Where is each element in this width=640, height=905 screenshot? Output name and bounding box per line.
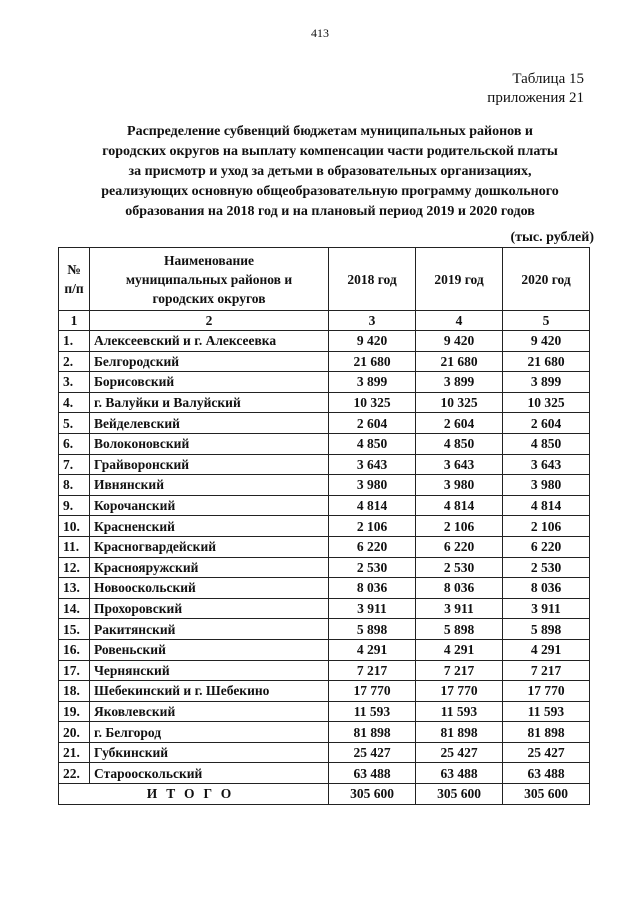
row-number: 3. bbox=[59, 372, 90, 393]
row-number: 15. bbox=[59, 619, 90, 640]
value-2018: 3 911 bbox=[329, 598, 416, 619]
table-row bbox=[59, 454, 590, 475]
district-name: Белгородский bbox=[90, 351, 329, 372]
row-number: 7. bbox=[59, 454, 90, 475]
table-row bbox=[59, 475, 590, 496]
header-name-line2: муниципальных районов и bbox=[125, 271, 293, 287]
row-number: 21. bbox=[59, 742, 90, 763]
header-2018: 2018 год bbox=[329, 248, 416, 311]
value-2018: 2 106 bbox=[329, 516, 416, 537]
value-2019: 5 898 bbox=[416, 619, 503, 640]
table-header-row bbox=[59, 248, 590, 311]
value-2019: 6 220 bbox=[416, 536, 503, 557]
row-number: 9. bbox=[59, 495, 90, 516]
value-2020: 63 488 bbox=[503, 763, 590, 784]
column-number: 2 bbox=[90, 311, 329, 331]
value-2019: 2 530 bbox=[416, 557, 503, 578]
district-name: Новооскольский bbox=[90, 578, 329, 599]
table-row bbox=[59, 495, 590, 516]
row-number: 18. bbox=[59, 681, 90, 702]
value-2018: 6 220 bbox=[329, 536, 416, 557]
district-name: г. Белгород bbox=[90, 722, 329, 743]
district-name: Красненский bbox=[90, 516, 329, 537]
value-2019: 4 850 bbox=[416, 433, 503, 454]
row-number: 19. bbox=[59, 701, 90, 722]
district-name: Чернянский bbox=[90, 660, 329, 681]
column-number-row bbox=[59, 311, 590, 331]
value-2019: 25 427 bbox=[416, 742, 503, 763]
value-2019: 3 643 bbox=[416, 454, 503, 475]
value-2020: 9 420 bbox=[503, 331, 590, 352]
value-2019: 10 325 bbox=[416, 392, 503, 413]
table-row bbox=[59, 742, 590, 763]
row-number: 1. bbox=[59, 331, 90, 352]
value-2020: 3 899 bbox=[503, 372, 590, 393]
title-line: городских округов на выплату компенсации части родительской платы bbox=[102, 144, 558, 159]
row-number: 4. bbox=[59, 392, 90, 413]
district-name: Яковлевский bbox=[90, 701, 329, 722]
value-2020: 8 036 bbox=[503, 578, 590, 599]
table-row bbox=[59, 639, 590, 660]
value-2020: 11 593 bbox=[503, 701, 590, 722]
value-2020: 81 898 bbox=[503, 722, 590, 743]
row-number: 22. bbox=[59, 763, 90, 784]
column-number: 3 bbox=[329, 311, 416, 331]
row-number: 20. bbox=[59, 722, 90, 743]
value-2018: 11 593 bbox=[329, 701, 416, 722]
row-number: 16. bbox=[59, 639, 90, 660]
value-2019: 17 770 bbox=[416, 681, 503, 702]
table-row bbox=[59, 516, 590, 537]
value-2019: 3 911 bbox=[416, 598, 503, 619]
value-2018: 63 488 bbox=[329, 763, 416, 784]
value-2019: 4 291 bbox=[416, 639, 503, 660]
row-number: 17. bbox=[59, 660, 90, 681]
value-2018: 7 217 bbox=[329, 660, 416, 681]
caption-line-appendix: приложения 21 bbox=[487, 90, 584, 106]
value-2020: 2 530 bbox=[503, 557, 590, 578]
table-row bbox=[59, 578, 590, 599]
table-row bbox=[59, 598, 590, 619]
value-2020: 4 291 bbox=[503, 639, 590, 660]
district-name: г. Валуйки и Валуйский bbox=[90, 392, 329, 413]
column-number: 1 bbox=[59, 311, 90, 331]
caption-line-table: Таблица 15 bbox=[512, 71, 584, 87]
value-2018: 17 770 bbox=[329, 681, 416, 702]
subvention-table bbox=[58, 247, 590, 805]
value-2020: 3 911 bbox=[503, 598, 590, 619]
value-2019: 63 488 bbox=[416, 763, 503, 784]
table-row bbox=[59, 331, 590, 352]
row-number: 11. bbox=[59, 536, 90, 557]
district-name: Алексеевский и г. Алексеевка bbox=[90, 331, 329, 352]
header-name-line3: городских округов bbox=[152, 290, 266, 306]
table-row bbox=[59, 701, 590, 722]
value-2020: 4 814 bbox=[503, 495, 590, 516]
table-row bbox=[59, 722, 590, 743]
page-number: 413 bbox=[311, 26, 329, 40]
district-name: Волоконовский bbox=[90, 433, 329, 454]
district-name: Корочанский bbox=[90, 495, 329, 516]
column-number: 4 bbox=[416, 311, 503, 331]
value-2018: 25 427 bbox=[329, 742, 416, 763]
value-2018: 4 850 bbox=[329, 433, 416, 454]
table-row bbox=[59, 392, 590, 413]
title-line: образования на 2018 год и на плановый период 2019 и 2020 годов bbox=[125, 204, 535, 219]
title-line: за присмотр и уход за детьми в образовательных организациях, bbox=[128, 164, 532, 179]
value-2019: 9 420 bbox=[416, 331, 503, 352]
value-2020: 17 770 bbox=[503, 681, 590, 702]
row-number: 14. bbox=[59, 598, 90, 619]
value-2020: 3 643 bbox=[503, 454, 590, 475]
value-2018: 8 036 bbox=[329, 578, 416, 599]
value-2019: 21 680 bbox=[416, 351, 503, 372]
district-name: Шебекинский и г. Шебекино bbox=[90, 681, 329, 702]
value-2020: 21 680 bbox=[503, 351, 590, 372]
value-2020: 10 325 bbox=[503, 392, 590, 413]
value-2019: 81 898 bbox=[416, 722, 503, 743]
column-number: 5 bbox=[503, 311, 590, 331]
value-2020: 6 220 bbox=[503, 536, 590, 557]
row-number: 13. bbox=[59, 578, 90, 599]
value-2019: 3 899 bbox=[416, 372, 503, 393]
value-2018: 2 604 bbox=[329, 413, 416, 434]
row-number: 5. bbox=[59, 413, 90, 434]
total-value-2020: 305 600 bbox=[503, 784, 590, 805]
header-name bbox=[90, 248, 329, 311]
table-row bbox=[59, 763, 590, 784]
header-num-line1: № bbox=[67, 262, 81, 277]
value-2020: 2 106 bbox=[503, 516, 590, 537]
units-label: (тыс. рублей) bbox=[510, 230, 594, 245]
header-num bbox=[59, 248, 90, 311]
value-2019: 4 814 bbox=[416, 495, 503, 516]
district-name: Краснояружский bbox=[90, 557, 329, 578]
title-line: Распределение субвенций бюджетам муниципальных районов и bbox=[127, 124, 533, 139]
value-2019: 2 106 bbox=[416, 516, 503, 537]
district-name: Вейделевский bbox=[90, 413, 329, 434]
table-row bbox=[59, 681, 590, 702]
header-2019: 2019 год bbox=[416, 248, 503, 311]
value-2019: 8 036 bbox=[416, 578, 503, 599]
district-name: Грайворонский bbox=[90, 454, 329, 475]
table-row bbox=[59, 372, 590, 393]
value-2018: 10 325 bbox=[329, 392, 416, 413]
header-2020: 2020 год bbox=[503, 248, 590, 311]
value-2018: 5 898 bbox=[329, 619, 416, 640]
value-2019: 3 980 bbox=[416, 475, 503, 496]
value-2018: 4 291 bbox=[329, 639, 416, 660]
value-2018: 21 680 bbox=[329, 351, 416, 372]
value-2019: 2 604 bbox=[416, 413, 503, 434]
row-number: 2. bbox=[59, 351, 90, 372]
table-row bbox=[59, 660, 590, 681]
value-2018: 3 643 bbox=[329, 454, 416, 475]
table-row bbox=[59, 619, 590, 640]
value-2018: 9 420 bbox=[329, 331, 416, 352]
table-row bbox=[59, 557, 590, 578]
value-2020: 25 427 bbox=[503, 742, 590, 763]
table-row bbox=[59, 413, 590, 434]
value-2020: 3 980 bbox=[503, 475, 590, 496]
total-value-2018: 305 600 bbox=[329, 784, 416, 805]
district-name: Ракитянский bbox=[90, 619, 329, 640]
district-name: Губкинский bbox=[90, 742, 329, 763]
row-number: 10. bbox=[59, 516, 90, 537]
value-2020: 4 850 bbox=[503, 433, 590, 454]
table-caption bbox=[487, 70, 584, 108]
district-name: Ивнянский bbox=[90, 475, 329, 496]
district-name: Красногвардейский bbox=[90, 536, 329, 557]
value-2018: 81 898 bbox=[329, 722, 416, 743]
total-row bbox=[59, 784, 590, 805]
row-number: 8. bbox=[59, 475, 90, 496]
district-name: Старооскольский bbox=[90, 763, 329, 784]
value-2018: 2 530 bbox=[329, 557, 416, 578]
district-name: Ровеньский bbox=[90, 639, 329, 660]
header-num-line2: п/п bbox=[64, 281, 84, 296]
district-name: Прохоровский bbox=[90, 598, 329, 619]
value-2020: 5 898 bbox=[503, 619, 590, 640]
value-2019: 7 217 bbox=[416, 660, 503, 681]
total-value-2019: 305 600 bbox=[416, 784, 503, 805]
document-title bbox=[70, 122, 590, 222]
table-row bbox=[59, 433, 590, 454]
row-number: 6. bbox=[59, 433, 90, 454]
value-2018: 3 980 bbox=[329, 475, 416, 496]
table-row bbox=[59, 536, 590, 557]
row-number: 12. bbox=[59, 557, 90, 578]
header-name-line1: Наименование bbox=[164, 252, 254, 268]
table-row bbox=[59, 351, 590, 372]
value-2020: 7 217 bbox=[503, 660, 590, 681]
total-label: ИТОГО bbox=[59, 784, 329, 805]
title-line: реализующих основную общеобразовательную программу дошкольного bbox=[101, 184, 559, 199]
value-2018: 4 814 bbox=[329, 495, 416, 516]
value-2018: 3 899 bbox=[329, 372, 416, 393]
value-2019: 11 593 bbox=[416, 701, 503, 722]
district-name: Борисовский bbox=[90, 372, 329, 393]
value-2020: 2 604 bbox=[503, 413, 590, 434]
